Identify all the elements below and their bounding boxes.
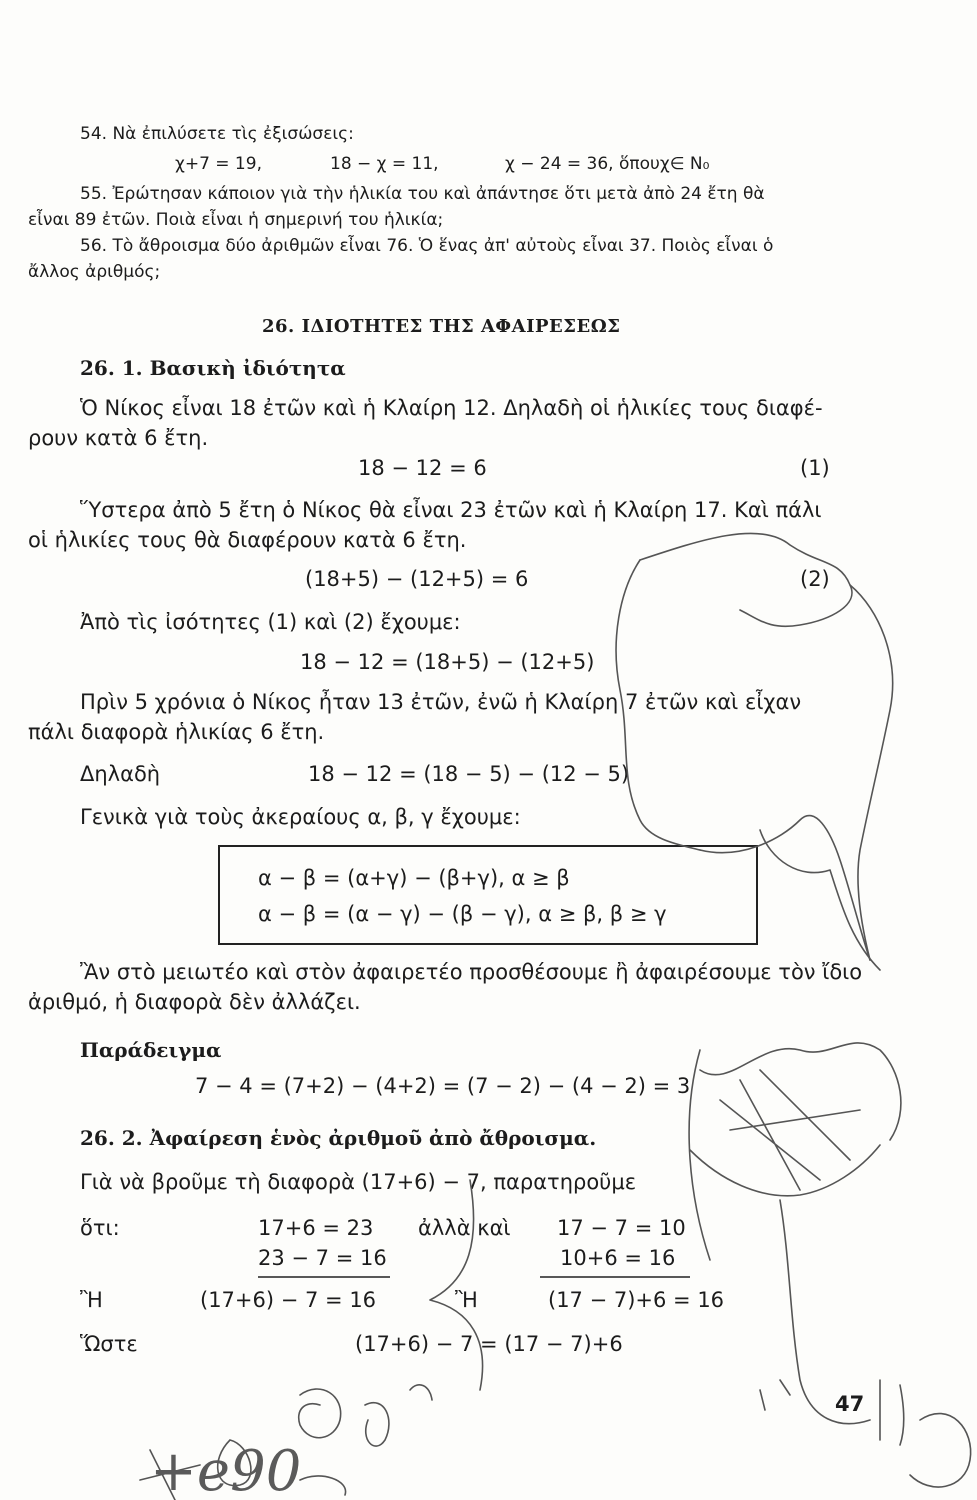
equation-1: 18 − 12 = 6 (358, 456, 487, 480)
exercise-54-prompt: 54. Νὰ ἐπιλύσετε τὶς ἐξισώσεις: (80, 124, 354, 144)
page-number: 47 (835, 1392, 865, 1416)
rule-line-1: α − β = (α+γ) − (β+γ), α ≥ β (258, 866, 570, 890)
paragraph-4-line2: πάλι διαφορὰ ἡλικίας 6 ἔτη. (28, 720, 325, 744)
equation-3: 18 − 12 = (18+5) − (12+5) (300, 650, 595, 674)
row2-right: 10+6 = 16 (560, 1246, 676, 1270)
exercise-54-eq-b: 18 − χ = 11, (330, 154, 439, 174)
equation-1-tag: (1) (800, 456, 830, 480)
exercise-54-eq-c: χ − 24 = 36, ὅπουχ∈ N₀ (505, 154, 710, 174)
example-equation: 7 − 4 = (7+2) − (4+2) = (7 − 2) − (4 − 2) = 3 (195, 1074, 691, 1098)
row1-right: 17 − 7 = 10 (557, 1216, 686, 1240)
section-26-2-intro: Γιὰ νὰ βροῦμε τὴ διαφορὰ (17+6) − 7, παρατηροῦμε (80, 1170, 637, 1194)
section-26-2-heading: 26. 2. Ἀφαίρεση ἑνὸς ἀριθμοῦ ἀπὸ ἄθροισμα. (80, 1126, 597, 1150)
paragraph-2-line2: οἱ ἡλικίες τους θὰ διαφέρουν κατὰ 6 ἔτη. (28, 528, 467, 552)
paragraph-2-line1: Ὕστερα ἀπὸ 5 ἔτη ὁ Νίκος θὰ εἶναι 23 ἐτῶν καὶ ἡ Κλαίρη 17. Καὶ πάλι (80, 498, 822, 522)
exercise-56-line2: ἄλλος ἀριθμός; (28, 262, 161, 282)
row2-left: 23 − 7 = 16 (258, 1246, 387, 1270)
row3-right: (17 − 7)+6 = 16 (548, 1288, 725, 1312)
equation-4: 18 − 12 = (18 − 5) − (12 − 5) (308, 762, 630, 786)
paragraph-4-line1: Πρὶν 5 χρόνια ὁ Νίκος ἦταν 13 ἐτῶν, ἐνῶ ἡ Κλαίρη 7 ἐτῶν καὶ εἶχαν (80, 690, 802, 714)
paragraph-6-line2: ἀριθμό, ἡ διαφορὰ δὲν ἀλλάζει. (28, 990, 361, 1014)
section-26-1-heading: 26. 1. Βασικὴ ἰδιότητα (80, 356, 346, 380)
scribble-text: +e90 (150, 1439, 302, 1500)
eta-label-2: Ἢ (455, 1288, 478, 1312)
rule-line-2: α − β = (α − γ) − (β − γ), α ≥ β, β ≥ γ (258, 902, 667, 926)
dilady-label: Δηλαδὴ (80, 762, 161, 786)
paragraph-1-line2: ρουν κατὰ 6 ἔτη. (28, 426, 209, 450)
oste-label: Ὥστε (80, 1332, 138, 1356)
row1-middle: ἀλλὰ καὶ (418, 1216, 511, 1240)
paragraph-1-line1: Ὁ Νίκος εἶναι 18 ἐτῶν καὶ ἡ Κλαίρη 12. Δηλαδὴ οἱ ἡλικίες τους διαφέ- (80, 396, 823, 420)
chapter-title: 26. ΙΔΙΟΤΗΤΕΣ ΤΗΣ ΑΦΑΙΡΕΣΕΩΣ (262, 316, 621, 337)
equation-2: (18+5) − (12+5) = 6 (305, 567, 529, 591)
exercise-55-line2: εἶναι 89 ἐτῶν. Ποιὰ εἶναι ἡ σημερινή του ἡλικία; (28, 210, 444, 230)
exercise-56-line1: 56. Τὸ ἄθροισμα δύο ἀριθμῶν εἶναι 76. Ὁ ἕνας ἀπ' αὐτοὺς εἶναι 37. Ποιὸς εἶναι ὁ (80, 236, 774, 256)
paragraph-6-line1: Ἂν στὸ μειωτέο καὶ στὸν ἀφαιρετέο προσθέσουμε ἢ ἀφαιρέσουμε τὸν ἴδιο (80, 960, 863, 984)
equation-2-tag: (2) (800, 567, 830, 591)
row1-left: 17+6 = 23 (258, 1216, 374, 1240)
row4-equation: (17+6) − 7 = (17 − 7)+6 (355, 1332, 623, 1356)
example-label: Παράδειγμα (80, 1038, 222, 1062)
paragraph-3: Ἀπὸ τὶς ἰσότητες (1) καὶ (2) ἔχουμε: (80, 610, 461, 634)
eta-label-1: Ἢ (80, 1288, 103, 1312)
exercise-54-eq-a: χ+7 = 19, (175, 154, 262, 174)
exercise-55-line1: 55. Ἐρώτησαν κάποιον γιὰ τὴν ἡλικία του καὶ ἀπάντησε ὅτι μετὰ ἀπὸ 24 ἔτη θὰ (80, 184, 765, 204)
row3-left: (17+6) − 7 = 16 (200, 1288, 377, 1312)
paragraph-5: Γενικὰ γιὰ τοὺς ἀκεραίους α, β, γ ἔχουμε: (80, 805, 521, 829)
oti-label: ὅτι: (80, 1216, 120, 1240)
